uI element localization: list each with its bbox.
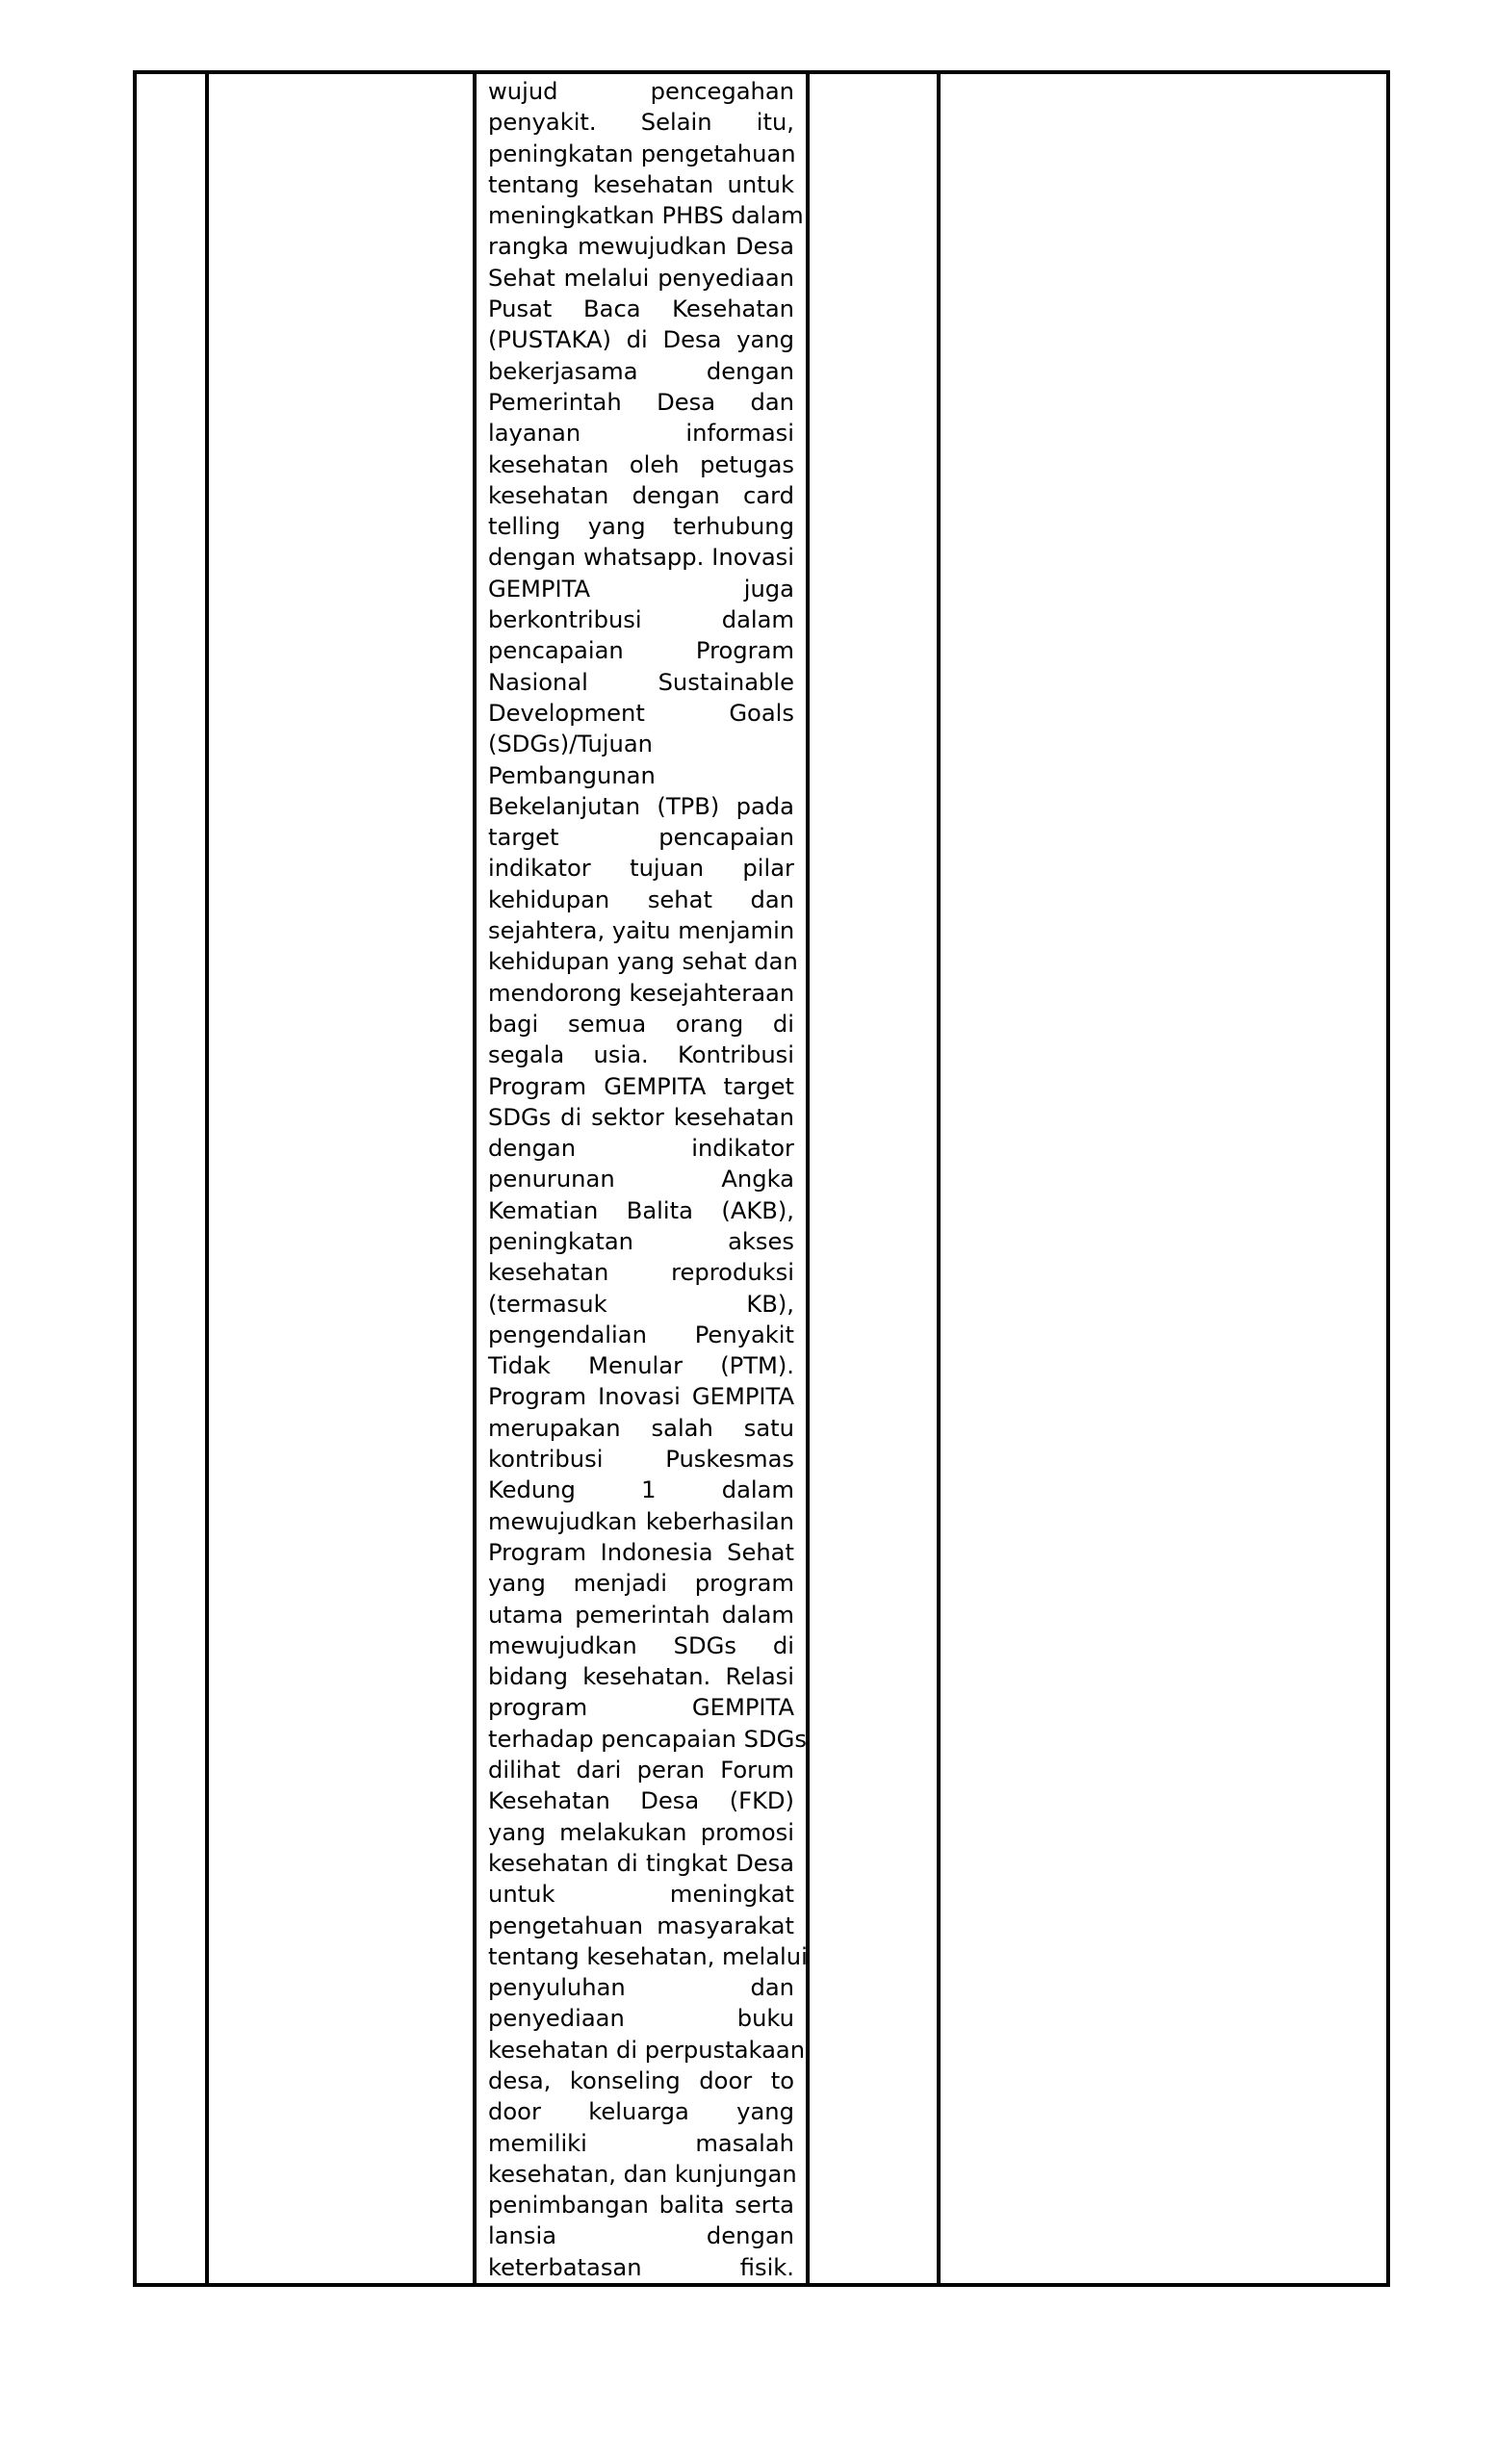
text-line: Tidak Menular (PTM). <box>488 1352 794 1380</box>
table-row <box>135 72 1388 2285</box>
text-line: kesehatan reproduksi <box>488 1259 794 1287</box>
text-line: segala usia. Kontribusi <box>488 1041 794 1069</box>
text-line: yang menjadi program <box>488 1570 794 1598</box>
text-line: desa, konseling door to <box>488 2067 794 2094</box>
text-line: Sehat melalui penyediaan <box>488 264 794 292</box>
text-line: layanan informasi <box>488 420 794 448</box>
text-line: penimbangan balita serta <box>488 2192 794 2220</box>
text-line: Kesehatan Desa (FKD) <box>488 1787 794 1815</box>
text-line: kesehatan dengan card <box>488 481 794 509</box>
text-line: Bekelanjutan (TPB) pada <box>488 792 794 820</box>
text-line: dilihat dari peran Forum <box>488 1757 794 1784</box>
text-line: terhadap pencapaian SDGs <box>488 1725 807 1753</box>
text-line: sejahtera, yaitu menjamin <box>488 917 795 945</box>
text-line: mewujudkan keberhasilan <box>488 1507 794 1535</box>
text-line: program GEMPITA <box>488 1694 794 1722</box>
text-line: Program Inovasi GEMPITA <box>488 1383 794 1411</box>
text-line: Program GEMPITA target <box>488 1072 794 1100</box>
text-line: tentang kesehatan, melalui <box>488 1942 808 1970</box>
text-line: Kedung 1 dalam <box>488 1476 794 1504</box>
text-line: meningkatkan PHBS dalam <box>488 202 804 230</box>
text-line: rangka mewujudkan Desa <box>488 233 794 261</box>
text-line: (termasuk KB), <box>488 1290 794 1318</box>
text-line: kehidupan sehat dan <box>488 886 794 913</box>
text-line: kesehatan, dan kunjungan <box>488 2160 797 2188</box>
text-line: SDGs di sektor kesehatan <box>488 1103 794 1131</box>
table-cell-number <box>135 72 207 2285</box>
text-line: penurunan Angka <box>488 1166 794 1194</box>
text-line: memiliki masalah <box>488 2129 794 2157</box>
table-cell-description <box>475 72 808 2285</box>
text-line: (SDGs)/Tujuan <box>488 731 653 758</box>
text-line: mendorong kesejahteraan <box>488 979 795 1007</box>
text-line: Development Goals <box>488 699 794 727</box>
text-line: kesehatan di tingkat Desa <box>488 1849 794 1877</box>
text-line: peningkatan pengetahuan <box>488 140 796 167</box>
description-text <box>477 74 806 2283</box>
text-line: kontribusi Puskesmas <box>488 1446 794 1474</box>
text-line: Nasional Sustainable <box>488 668 794 696</box>
text-line: keterbatasan fisik. <box>488 2253 794 2281</box>
text-line: Pembangunan <box>488 761 656 789</box>
text-line: lansia dengan <box>488 2222 794 2250</box>
text-line: Pusat Baca Kesehatan <box>488 295 794 323</box>
text-line: indikator tujuan pilar <box>488 855 794 883</box>
text-line: kehidupan yang sehat dan <box>488 948 798 976</box>
text-line: penyakit. Selain itu, <box>488 109 794 137</box>
text-line: utama pemerintah dalam <box>488 1601 794 1629</box>
text-line: tentang kesehatan untuk <box>488 170 794 198</box>
text-line: bidang kesehatan. Relasi <box>488 1663 794 1691</box>
text-line: penyuluhan dan <box>488 1974 794 2002</box>
text-line: mewujudkan SDGs di <box>488 1631 794 1659</box>
table-cell-status <box>808 72 939 2285</box>
text-line: GEMPITA juga <box>488 575 794 603</box>
text-line: kesehatan oleh petugas <box>488 450 794 478</box>
text-line: pengendalian Penyakit <box>488 1321 794 1348</box>
text-line: yang melakukan promosi <box>488 1818 794 1846</box>
text-line: merupakan salah satu <box>488 1414 794 1442</box>
table-cell-notes <box>939 72 1388 2285</box>
text-line: bagi semua orang di <box>488 1010 794 1038</box>
text-line: (PUSTAKA) di Desa yang <box>488 326 794 354</box>
text-line: peningkatan akses <box>488 1227 794 1255</box>
text-line: bekerjasama dengan <box>488 357 794 385</box>
text-line: wujud pencegahan <box>488 78 794 105</box>
text-line: target pencapaian <box>488 824 794 852</box>
document-table <box>133 70 1390 2287</box>
text-line: kesehatan di perpustakaan <box>488 2036 806 2064</box>
text-line: untuk meningkat <box>488 1881 794 1909</box>
text-line: Kematian Balita (AKB), <box>488 1196 794 1224</box>
text-line: dengan whatsapp. Inovasi <box>488 544 794 572</box>
text-line: Pemerintah Desa dan <box>488 388 794 416</box>
text-line: pengetahuan masyarakat <box>488 1912 794 1939</box>
text-line: penyediaan buku <box>488 2005 794 2033</box>
text-line: berkontribusi dalam <box>488 606 794 634</box>
text-line: pencapaian Program <box>488 637 794 665</box>
text-line: telling yang terhubung <box>488 513 794 541</box>
table-cell-title <box>207 72 475 2285</box>
text-line: dengan indikator <box>488 1135 794 1163</box>
text-line: Program Indonesia Sehat <box>488 1538 794 1566</box>
text-line: door keluarga yang <box>488 2098 794 2126</box>
